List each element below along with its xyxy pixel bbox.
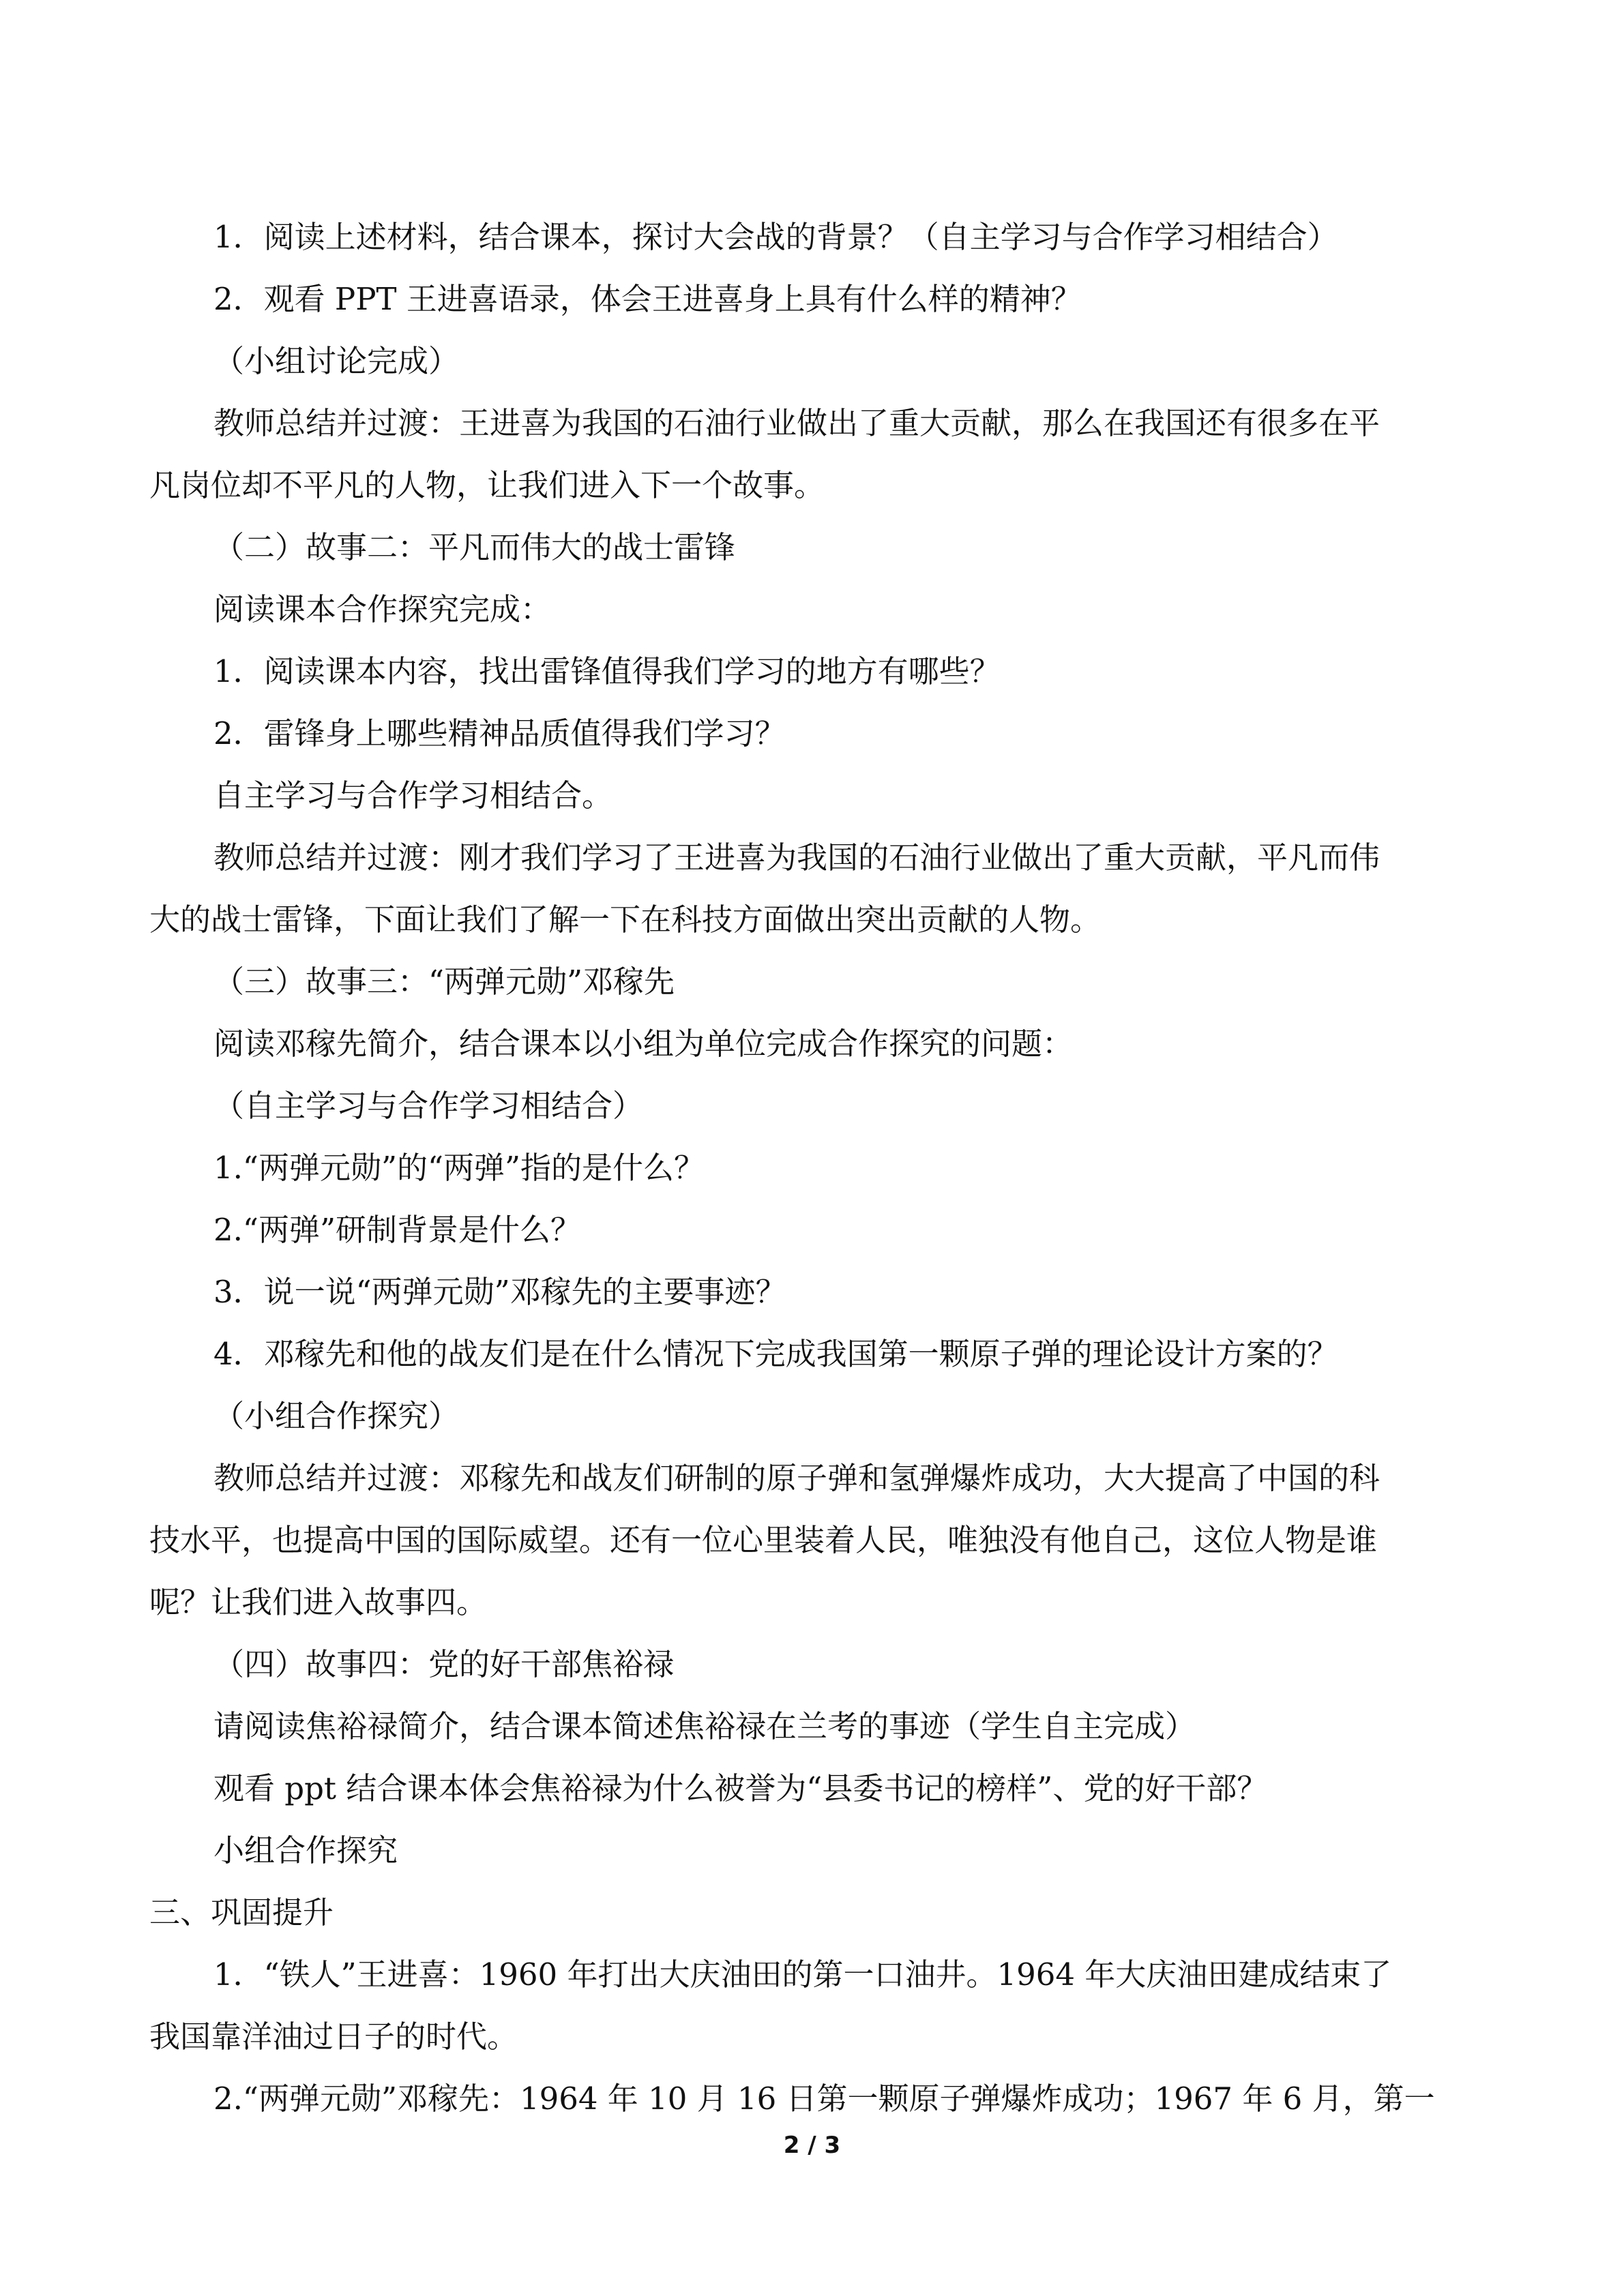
paragraph-line: 请阅读焦裕禄简介，结合课本简述焦裕禄在兰考的事迹（学生自主完成） bbox=[213, 1708, 1196, 1744]
note-line: 小组合作探究 bbox=[213, 1832, 398, 1868]
paragraph-line: 呢？让我们进入故事四。 bbox=[149, 1584, 488, 1620]
question-line: 4．邓稼先和他的战友们是在什么情况下完成我国第一颗原子弹的理论设计方案的？ bbox=[213, 1336, 1338, 1372]
question-line: 1.“两弹元勋”的“两弹”指的是什么？ bbox=[213, 1150, 705, 1186]
note-line: （小组讨论完成） bbox=[213, 343, 460, 379]
paragraph-line: 凡岗位却不平凡的人物，让我们进入下一个故事。 bbox=[149, 467, 825, 503]
question-line: 2．观看 PPT 王进喜语录，体会王进喜身上具有什么样的精神？ bbox=[213, 281, 1082, 317]
paragraph-line: 教师总结并过渡：刚才我们学习了王进喜为我国的石油行业做出了重大贡献，平凡而伟 bbox=[213, 839, 1381, 876]
paragraph-line: 我国靠洋油过日子的时代。 bbox=[149, 2018, 518, 2055]
section-heading: 三、巩固提升 bbox=[149, 1894, 334, 1930]
paragraph-line: 大的战士雷锋，下面让我们了解一下在科技方面做出突出贡献的人物。 bbox=[149, 901, 1102, 938]
paragraph-line: 阅读邓稼先简介，结合课本以小组为单位完成合作探究的问题： bbox=[213, 1026, 1074, 1062]
section-heading: （二）故事二：平凡而伟大的战士雷锋 bbox=[213, 529, 736, 565]
paragraph-line: 教师总结并过渡：邓稼先和战友们研制的原子弹和氢弹爆炸成功，大大提高了中国的科 bbox=[213, 1460, 1381, 1496]
paragraph-line: 观看 ppt 结合课本体会焦裕禄为什么被誉为“县委书记的榜样”、党的好干部？ bbox=[213, 1770, 1268, 1806]
note-line: （自主学习与合作学习相结合） bbox=[213, 1088, 644, 1124]
paragraph-line: 阅读课本合作探究完成： bbox=[213, 591, 552, 627]
paragraph-line: 1．“铁人”王进喜：1960 年打出大庆油田的第一口油井。1964 年大庆油田建成结束了 bbox=[213, 1956, 1392, 1993]
note-line: 自主学习与合作学习相结合。 bbox=[213, 777, 613, 814]
paragraph-line: 2.“两弹元勋”邓稼先：1964 年 10 月 16 日第一颗原子弹爆炸成功；1967 年 6 月，第一 bbox=[213, 2081, 1435, 2117]
page-number: 2 / 3 bbox=[783, 2132, 841, 2159]
paragraph-line: 教师总结并过渡：王进喜为我国的石油行业做出了重大贡献，那么在我国还有很多在平 bbox=[213, 405, 1381, 441]
section-heading: （三）故事三：“两弹元勋”邓稼先 bbox=[213, 964, 675, 1000]
paragraph-line: 技水平，也提高中国的国际威望。还有一位心里装着人民，唯独没有他自己，这位人物是谁 bbox=[149, 1522, 1378, 1558]
question-line: 3．说一说“两弹元勋”邓稼先的主要事迹？ bbox=[213, 1274, 786, 1310]
section-heading: （四）故事四：党的好干部焦裕禄 bbox=[213, 1646, 675, 1682]
note-line: （小组合作探究） bbox=[213, 1398, 460, 1434]
question-line: 2.“两弹”研制背景是什么？ bbox=[213, 1212, 581, 1248]
question-line: 2．雷锋身上哪些精神品质值得我们学习？ bbox=[213, 715, 786, 751]
question-line: 1．阅读上述材料，结合课本，探讨大会战的背景？（自主学习与合作学习相结合） bbox=[213, 219, 1338, 255]
question-line: 1．阅读课本内容，找出雷锋值得我们学习的地方有哪些？ bbox=[213, 653, 1001, 689]
document-body bbox=[149, 206, 1479, 2130]
